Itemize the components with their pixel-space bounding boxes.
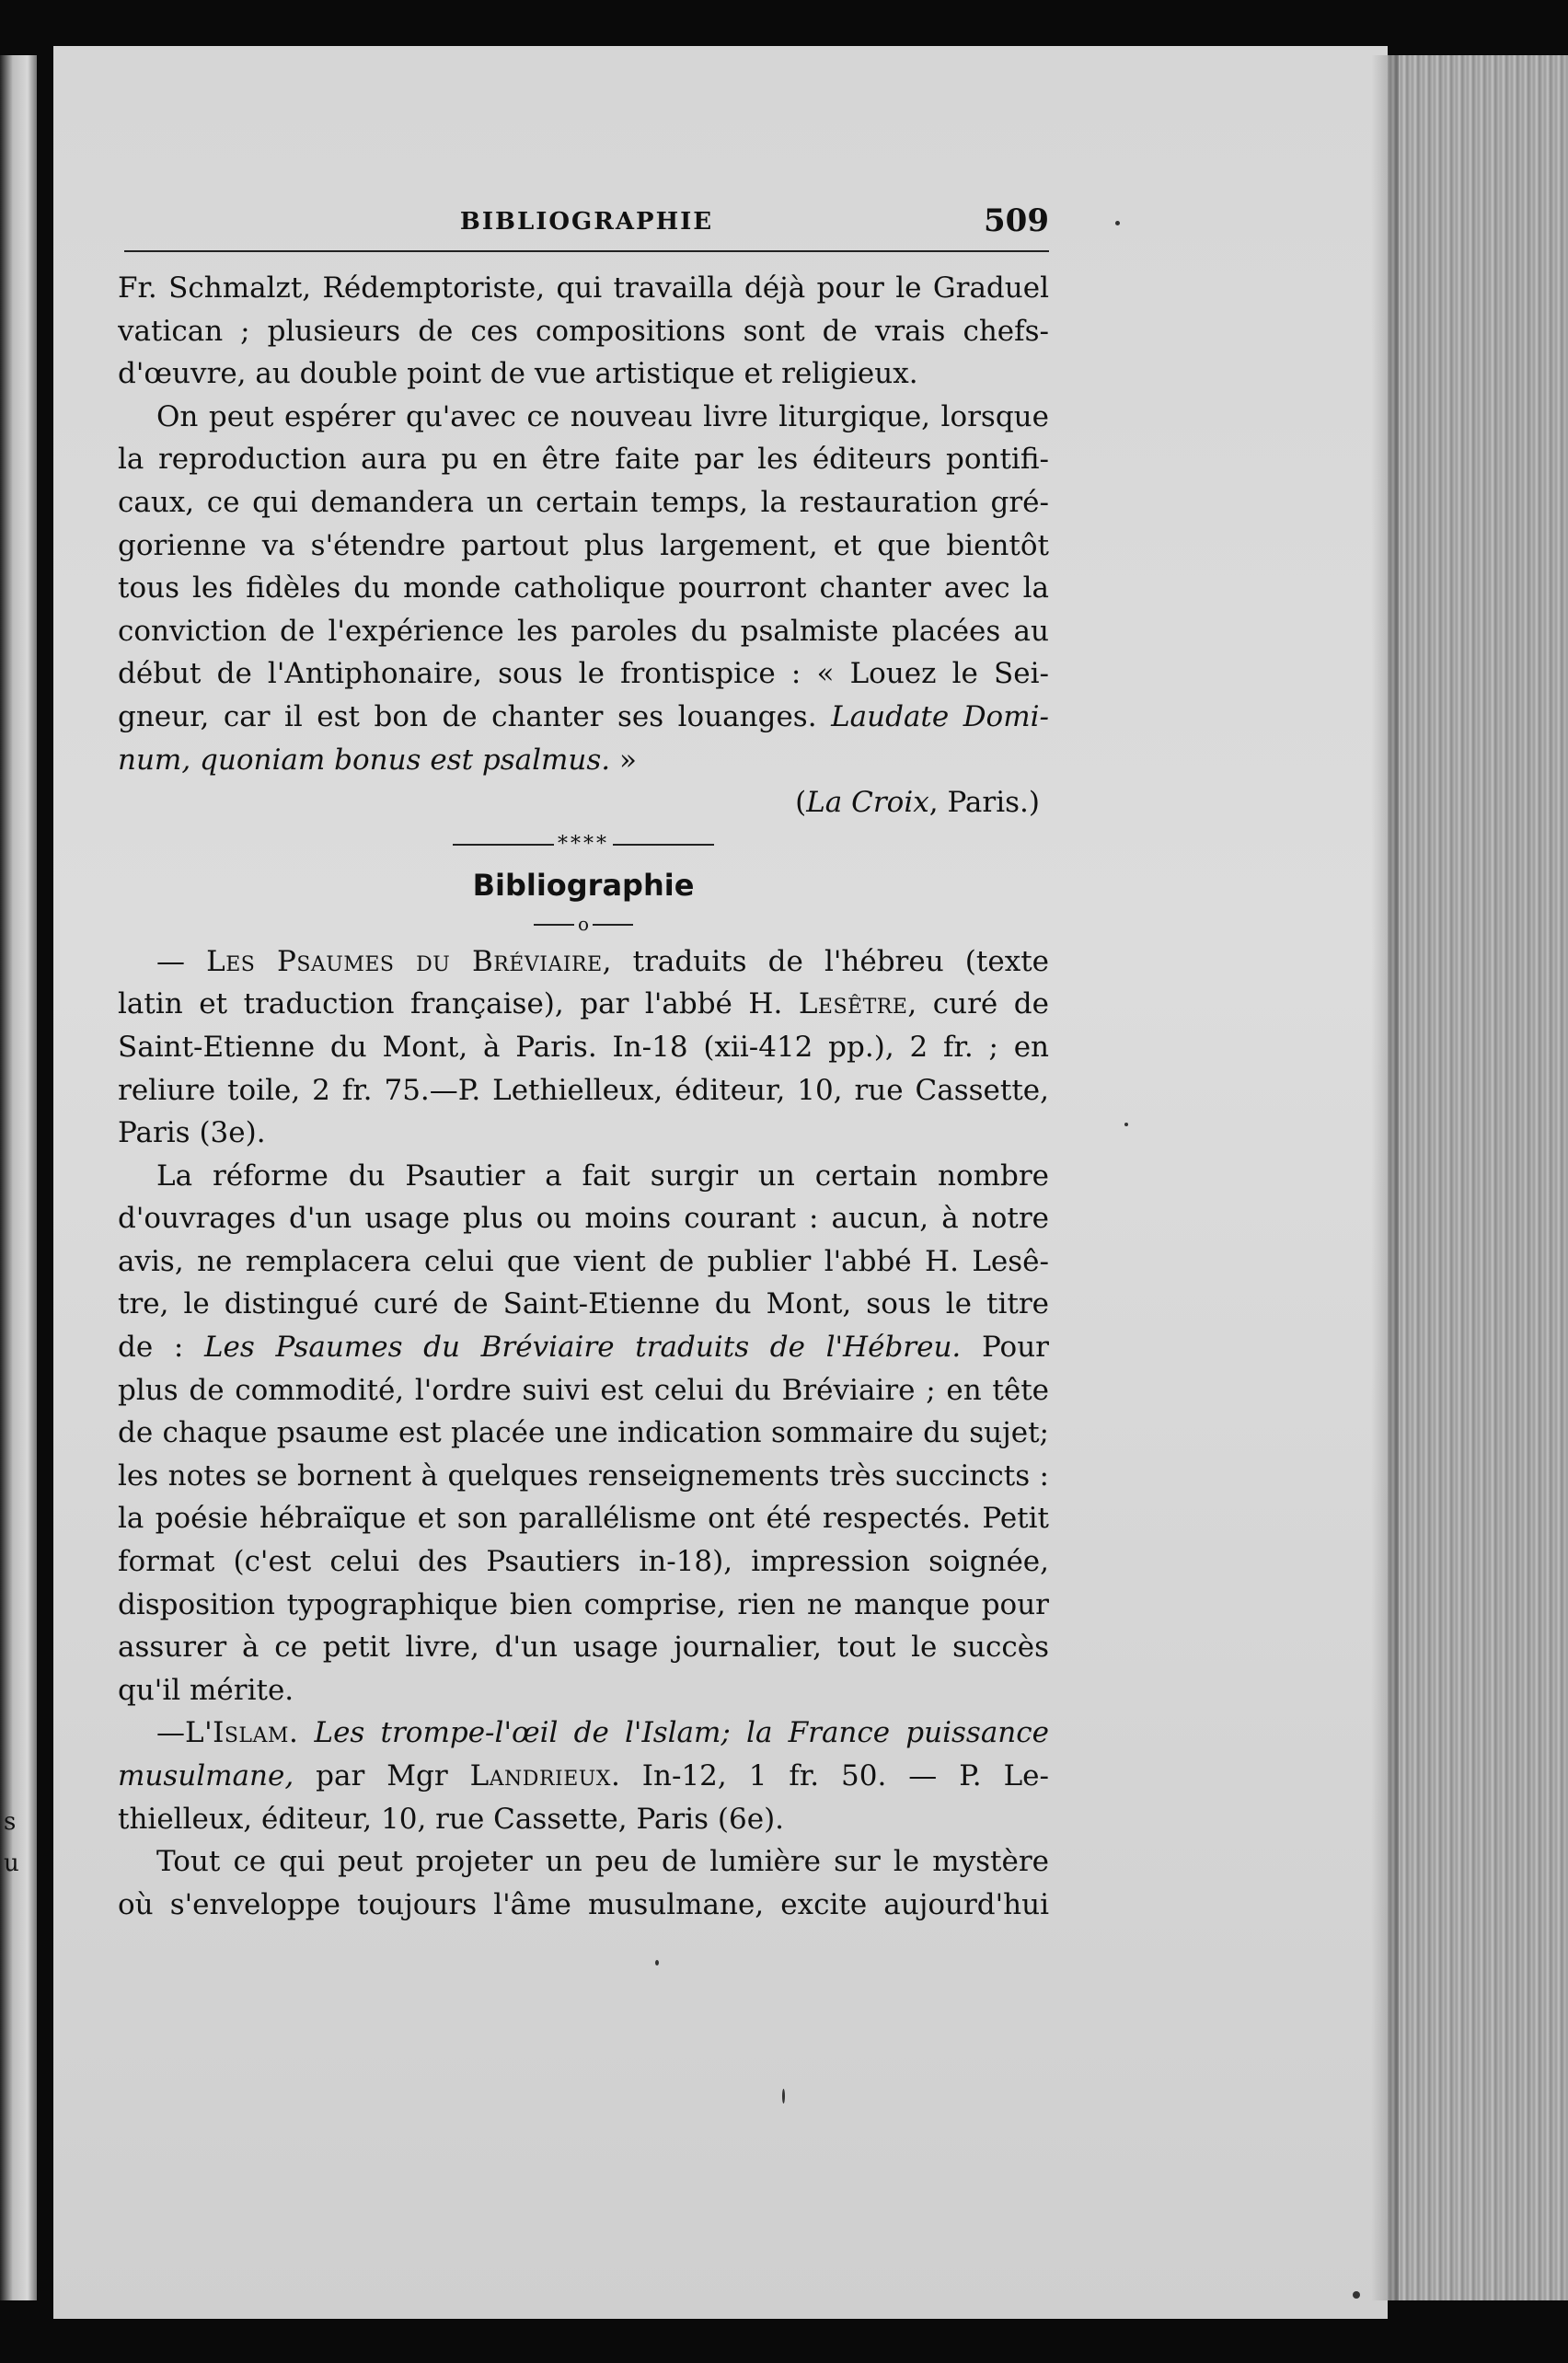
text-line: tous les fidèles du monde catholique pourront chanter avec la: [118, 571, 1049, 605]
text-line: où s'enveloppe toujours l'âme musulmane, excite aujourd'hui: [118, 1887, 1049, 1921]
separator-stars: ****: [558, 832, 609, 856]
scan-speck: [782, 2089, 785, 2104]
text-line: d'ouvrages d'un usage plus ou moins courant : aucun, à notre: [118, 1202, 1049, 1236]
scan-speck: [655, 1960, 659, 1965]
star-separator: [118, 826, 1049, 863]
separator-dash: [593, 924, 633, 926]
entry-author: Lesêtre: [798, 987, 908, 1021]
bibliography-entry-islam: [118, 1712, 1049, 1840]
text-fragment: gneur, car il est bon de chanter ses louanges.: [118, 699, 817, 733]
page-body: [118, 267, 1049, 1926]
text-fragment: de :: [118, 1331, 204, 1365]
text-line: format (c'est celui des Psautiers in-18), impression soignée,: [118, 1545, 1049, 1579]
text-line: caux, ce qui demandera un certain temps, la restauration gré-: [118, 485, 1049, 519]
paragraph-liturgy: [118, 396, 1049, 781]
book-title: Les trompe-l'œil de l'Islam; la France puissance: [298, 1716, 1049, 1750]
text-line: [118, 1712, 1049, 1755]
text-line: avis, ne remplacera celui que vient de publier l'abbé H. Lesê-: [118, 1244, 1049, 1278]
separator-dash: [534, 924, 574, 926]
entry-author: Landrieux: [469, 1759, 611, 1792]
text-line: gorienne va s'étendre partout plus largement, et que bientôt: [118, 528, 1049, 562]
text-line: début de l'Antiphonaire, sous le frontispice : « Louez le Sei-: [118, 657, 1049, 691]
separator-circle: o: [577, 912, 590, 935]
paragraph-continuation: [118, 267, 1049, 396]
scan-speck: [1115, 221, 1120, 225]
review-psaumes: [118, 1155, 1049, 1712]
bibliography-entry-psaumes: [118, 940, 1049, 1155]
text-line: reliure toile, 2 fr. 75.—P. Lethielleux, éditeur, 10, rue Cassette,: [118, 1073, 1049, 1107]
page-gutter-shadow: [1371, 55, 1399, 2300]
text-fragment: latin et traduction française), par l'abbé H.: [118, 987, 799, 1021]
text-line: [118, 1755, 1049, 1798]
entry-dash: —: [156, 1716, 185, 1750]
text-line: de chaque psaume est placée une indication sommaire du sujet;: [118, 1416, 1049, 1450]
sliver-char: s: [4, 1808, 17, 1836]
text-line: [118, 983, 1049, 1026]
text-line: la poésie hébraïque et son parallélisme ont été respectés. Petit: [118, 1502, 1049, 1536]
quote-close: »: [610, 743, 637, 777]
text-line: thielleux, éditeur, 10, rue Cassette, Paris (6e).: [118, 1802, 785, 1836]
running-head: [124, 201, 1049, 241]
text-fragment: , curé de: [907, 987, 1049, 1021]
entry-title: Les Psaumes du Bréviaire: [206, 944, 603, 978]
page-number: 509: [984, 202, 1049, 239]
header-rule: [124, 250, 1049, 252]
circle-separator: [118, 907, 1049, 940]
text-line: plus de commodité, l'ordre suivi est celui du Bréviaire ; en tête: [118, 1373, 1049, 1407]
review-islam: [118, 1840, 1049, 1926]
text-line: Saint-Etienne du Mont, à Paris. In-18 (xii-412 pp.), 2 fr. ; en: [118, 1030, 1049, 1064]
text-line: tre, le distingué curé de Saint-Etienne du Mont, sous le titre: [118, 1287, 1049, 1321]
text-line: conviction de l'expérience les paroles du psalmiste placées au: [118, 614, 1049, 648]
scan-speck: [1353, 2291, 1360, 2299]
text-line: [118, 696, 1049, 739]
page-edges: [1388, 55, 1568, 2300]
citation-open: (: [795, 786, 807, 820]
text-line: La réforme du Psautier a fait surgir un certain nombre: [156, 1158, 1049, 1193]
sliver-char: u: [4, 1850, 19, 1877]
text-fragment: par Mgr: [294, 1759, 470, 1792]
source-citation: [118, 781, 1049, 824]
citation-journal: La Croix: [806, 786, 929, 820]
text-line: vatican ; plusieurs de ces compositions sont de vrais chefs-: [118, 314, 1049, 348]
text-line: Paris (3e).: [118, 1116, 266, 1150]
separator-dash: [613, 844, 714, 846]
text-line: Fr. Schmalzt, Rédemptoriste, qui travailla déjà pour le Graduel: [118, 271, 1049, 305]
text-fragment: . In-12, 1 fr. 50. — P. Le-: [610, 1759, 1049, 1792]
book-title: musulmane,: [118, 1759, 294, 1792]
text-line: la reproduction aura pu en être faite par les éditeurs pontifi-: [118, 443, 1049, 477]
text-line: disposition typographique bien comprise, rien ne manque pour: [118, 1587, 1049, 1621]
text-line: Tout ce qui peut projeter un peu de lumière sur le mystère: [156, 1845, 1049, 1879]
citation-city: , Paris.): [928, 786, 1040, 820]
text-line: d'œuvre, au double point de vue artistique et religieux.: [118, 357, 918, 391]
entry-title: L'Islam.: [185, 1716, 299, 1750]
latin-quote: num, quoniam bonus est psalmus.: [118, 743, 611, 777]
text-line: [118, 739, 1049, 782]
running-head-title: BIBLIOGRAPHIE: [459, 208, 714, 236]
text-line: On peut espérer qu'avec ce nouveau livre liturgique, lorsque: [156, 399, 1049, 433]
entry-dash: —: [156, 944, 207, 978]
text-line: [118, 1326, 1049, 1369]
book-title: Les Psaumes du Bréviaire traduits de l'Hébreu.: [203, 1331, 962, 1365]
separator-dash: [453, 844, 554, 846]
text-fragment: , traduits de l'hébreu (texte: [602, 944, 1049, 978]
text-line: qu'il mérite.: [118, 1673, 294, 1707]
latin-quote: Laudate Domi-: [831, 699, 1049, 733]
text-line: les notes se bornent à quelques renseignements très succincts :: [118, 1458, 1049, 1493]
section-title: Bibliographie: [472, 867, 695, 903]
scan-speck: [1124, 1123, 1128, 1126]
adjacent-page-sliver: [0, 55, 37, 2300]
text-line: assurer à ce petit livre, d'un usage journalier, tout le succès: [118, 1631, 1049, 1665]
text-line: [118, 940, 1049, 984]
text-fragment: Pour: [961, 1331, 1049, 1365]
